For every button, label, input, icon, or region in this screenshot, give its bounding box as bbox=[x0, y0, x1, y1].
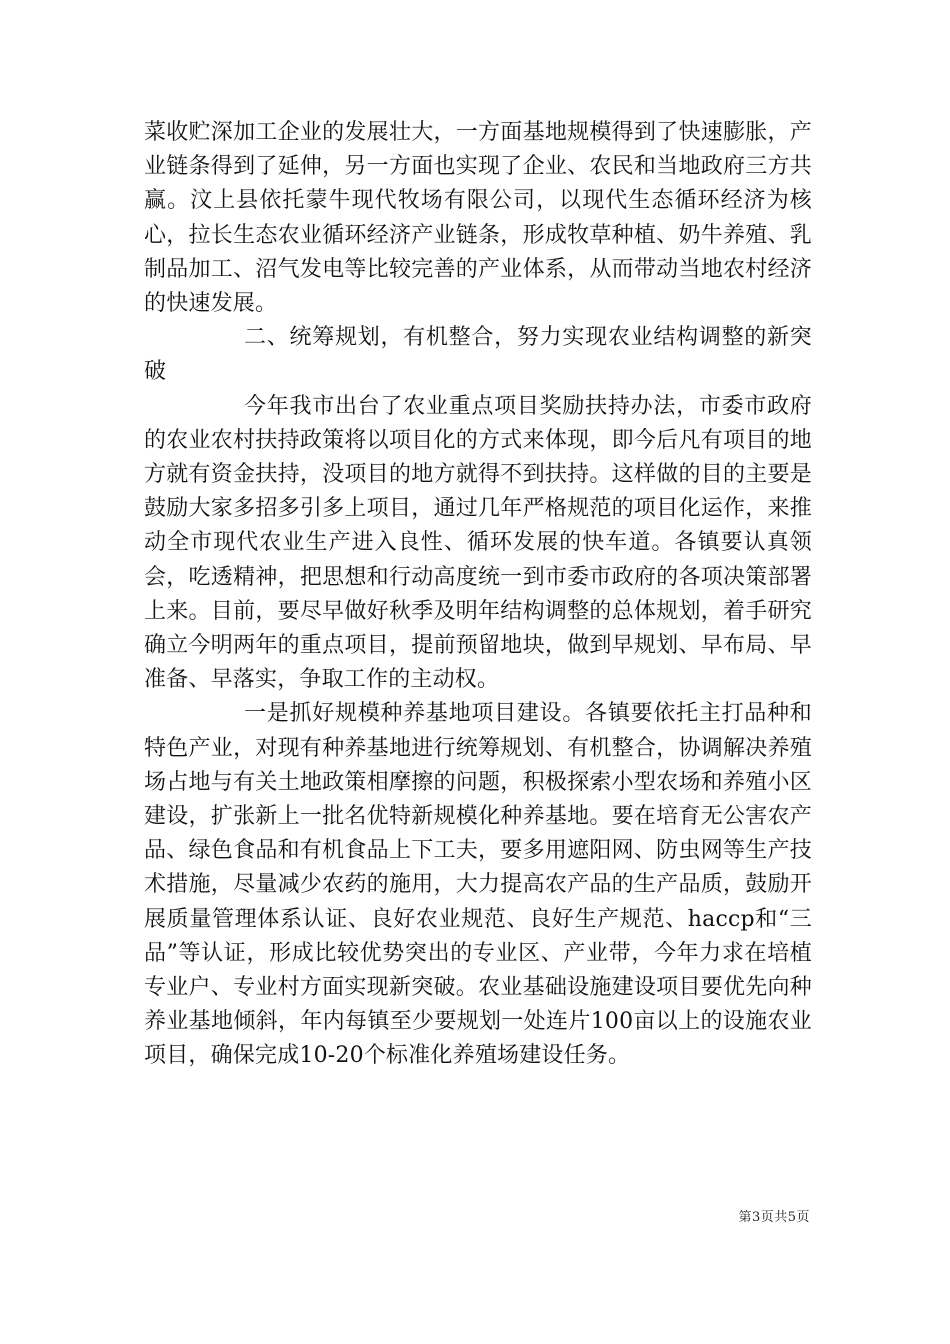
document-body bbox=[144, 116, 812, 1074]
paragraph-continued: 菜收贮深加工企业的发展壮大，一方面基地规模得到了快速膨胀，产业链条得到了延伸，另一方面也实现了企业、农民和当地政府三方共赢。汶上县依托蒙牛现代牧场有限公司，以现代生态循环经济为核心，拉长生态农业循环经济产业链条，形成牧草种植、奶牛养殖、乳制品加工、沼气发电等比较完善的产业体系，从而带动当地农村经济的快速发展。 bbox=[144, 120, 812, 317]
page-number: 第3页共5页 bbox=[738, 1210, 810, 1225]
paragraph: 今年我市出台了农业重点项目奖励扶持办法，市委市政府的农业农村扶持政策将以项目化的方式来体现，即今后凡有项目的地方就有资金扶持，没项目的地方就得不到扶持。这样做的目的主要是鼓励大家多招多引多上项目，通过几年严格规范的项目化运作，来推动全市现代农业生产进入良性、循环发展的快车道。各镇要认真领会，吃透精神，把思想和行动高度统一到市委市政府的各项决策部署上来。目前，要尽早做好秋季及明年结构调整的总体规划，着手研究确立今明两年的重点项目，提前预留地块，做到早规划、早布局、早准备、早落实，争取工作的主动权。 bbox=[144, 393, 812, 693]
section-heading: 二、统筹规划，有机整合，努力实现农业结构调整的新突破 bbox=[144, 325, 812, 385]
paragraph: 一是抓好规模种养基地项目建设。各镇要依托主打品种和特色产业，对现有种养基地进行统筹规划、有机整合，协调解决养殖场占地与有关土地政策相摩擦的问题，积极探索小型农场和养殖小区建设，扩张新上一批名优特新规模化种养基地。要在培育无公害农产品、绿色食品和有机食品上下工夫，要多用遮阳网、防虫网等生产技术措施，尽量减少农药的施用，大力提高农产品的生产品质，鼓励开展质量管理体系认证、良好农业规范、良好生产规范、haccp和“三品”等认证，形成比较优势突出的专业区、产业带，今年力求在培植专业户、专业村方面实现新突破。农业基础设施建设项目要优先向种养业基地倾斜，年内每镇至少要规划一处连片100亩以上的设施农业项目，确保完成10-20个标准化养殖场建设任务。 bbox=[144, 701, 812, 1069]
